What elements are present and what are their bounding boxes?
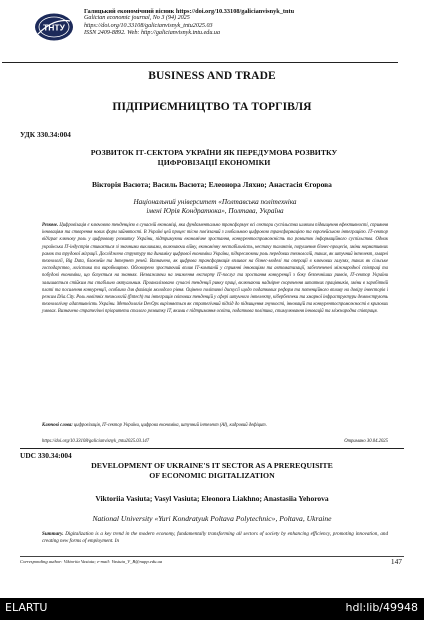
affiliation-ua-line-1: Національний університет «Полтавська політехніка [133, 198, 297, 206]
article-doi[interactable]: https://doi.org/10.33108/galicianvisnyk_tntu2025.03.147 [42, 439, 150, 444]
title-en-line-2: OF ECONOMIC DIGITALIZATION [149, 470, 275, 480]
header-rule [2, 62, 398, 63]
journal-doi[interactable]: https://doi.org/10.33108/galicianvisnyk_tntu2025.03 [84, 22, 213, 29]
journal-header [32, 7, 404, 65]
udc-ua: УДК 330.34:004 [20, 130, 71, 139]
article-title-en [28, 461, 396, 480]
summary-en [42, 531, 388, 546]
university-logo-icon [34, 12, 74, 42]
summary-label: Summary. [42, 531, 64, 537]
section-title-en: BUSINESS AND TRADE [148, 70, 276, 82]
footer-rule [20, 556, 404, 557]
affiliation-ua [70, 198, 360, 216]
logo-text: ТНТУ [43, 22, 65, 33]
title-en-line-1: DEVELOPMENT OF UKRAINE'S IT SECTOR AS A PREREQUISITE [91, 461, 333, 470]
affiliation-en: National University «Yuri Kondratyuk Poltava Polytechnic», Poltava, Ukraine [92, 514, 332, 523]
journal-issn: ISSN 2409-8892. Web: http://galicianvisnyk.tntu.edu.ua [84, 30, 221, 37]
title-ua-line-2: ЦИФРОВІЗАЦІЇ ЕКОНОМІКИ [157, 157, 271, 167]
keywords-label: Ключові слова: [42, 423, 73, 428]
section-divider [20, 448, 404, 449]
repository-name[interactable]: ELARTU [5, 601, 48, 614]
abstract-ua [42, 222, 388, 315]
title-ua-line-1: РОЗВИТОК ІТ-СЕКТОРА УКРАЇНИ ЯК ПЕРЕДУМОВА РОЗВИТКУ [90, 148, 338, 157]
viewer-bottom-bar [0, 598, 424, 620]
keywords-text: цифровізація, ІТ-сектор України, цифрова економіка, штучний інтелект (AI), кадровий дефіцит. [73, 423, 267, 428]
udc-en: UDC 330.34:004 [20, 451, 72, 460]
abstract-label: Резюме. [42, 223, 59, 228]
journal-issue: Galician economic journal, No 3 (94) 2025 [84, 15, 190, 22]
corresponding-author: Corresponding author: Viktoriia Vasiuta; e-mail: Vasiuta_V_B@nupp.edu.ua [20, 559, 163, 564]
page-number: 147 [390, 557, 402, 566]
affiliation-ua-line-2: імені Юрія Кондратюка», Полтава, Україна [146, 207, 284, 216]
received-date: Отримано 30.04.2025 [344, 439, 388, 444]
authors-ua: Вікторія Васюта; Василь Васюта; Елеонора Ляхно; Анастасія Єгорова [92, 180, 332, 189]
article-title-ua [34, 148, 394, 167]
authors-en: Viktoriia Vasiuta; Vasyl Vasiuta; Eleonora Liakhno; Anastasiia Yehorova [95, 494, 329, 503]
keywords-ua [42, 422, 388, 429]
journal-title: Галицький економічний вісник https://doi.org/10.33108/galicianvisnyk_tntu [84, 8, 295, 15]
summary-text: Digitalization is a key trend in the modern economy, fundamentally transforming all sectors of society by enhancing efficiency, promoting innovation, and creating new forms of employment. In [42, 531, 388, 545]
abstract-text: Цифровізація є ключовою тенденцією в сучасній економіці, яка фундаментально трансформує всі сектори суспільства шляхом підвищення ефективності, сприяння інноваціям та створення нових форм зайнятості. В Україні цей процес тісно пов'язаний з глобальною цифровою трансформацією та європейською інтеграцією. ІТ-сектор відіграє ключову роль у цифровому розвитку України, підтримуючи економічне зростання, конкурентоспроможність та розвиток інформаційного суспільства. Однак українська ІТ-індустрія стикається зі значними викликами, включаючи війну, економічну нестабільність, нестачу талантів, порушення бізнес-процесів, зміни нормативних рамок та трудової міграції. Досліджено структуру та динаміку цифрової економіки України, підкреслюючи роль передових технологій, таких, як штучний інтелект, хмарні технології, Big Data, блокчейн та Інтернет речей. Визначено, як цифрова трансформація впливає на бізнес-моделі та операції в ключових галузях, таких як сільське господарство, логістика та виробництво. Обговорено зростаючий вплив ІТ-компаній у сприянні інноваціям та автоматизації, забезпеченні міжнародної співпраці та побудові економіки, що базується на знаннях. Незважаючи на зниження експорту ІТ-послуг та зростання конкуренції з боку безпечніших ринків, ІТ-сектор України залишається стійким та стабільно актуальним. Проаналізовано сучасні тенденції ринку праці, включаючи надмірне скорочення штатних працівників, зміни в заробітній платі та посилення конкуренції, особливо для фахівців молодого рівня. Оцінено політичні дискусії щодо податкових реформ та потенційного впливу на довіру інвесторів і режим Diia.City. Роль новітніх технологій (fintech) та інтеграція світових тенденцій у сфері штучного інтелекту, кібербезпеки та хмарної інфраструктури демонструють технологічну адаптивність України. Методологія DevOps вирізняється як стратегічний підхід до підвищення гнучкості, інновацій та конкурентоспроможності в кризових умовах. Визначено стратегічні пріоритети сталого розвитку ІТ, якими є підтримання освіти, податкова політика, стимулювання інновацій та міжнародна співпраця. [42, 223, 388, 315]
handle-id[interactable]: hdl:lib/49948 [345, 601, 418, 614]
section-title-ua: ПІДПРИЄМНИЦТВО ТА ТОРГІВЛЯ [112, 101, 312, 113]
